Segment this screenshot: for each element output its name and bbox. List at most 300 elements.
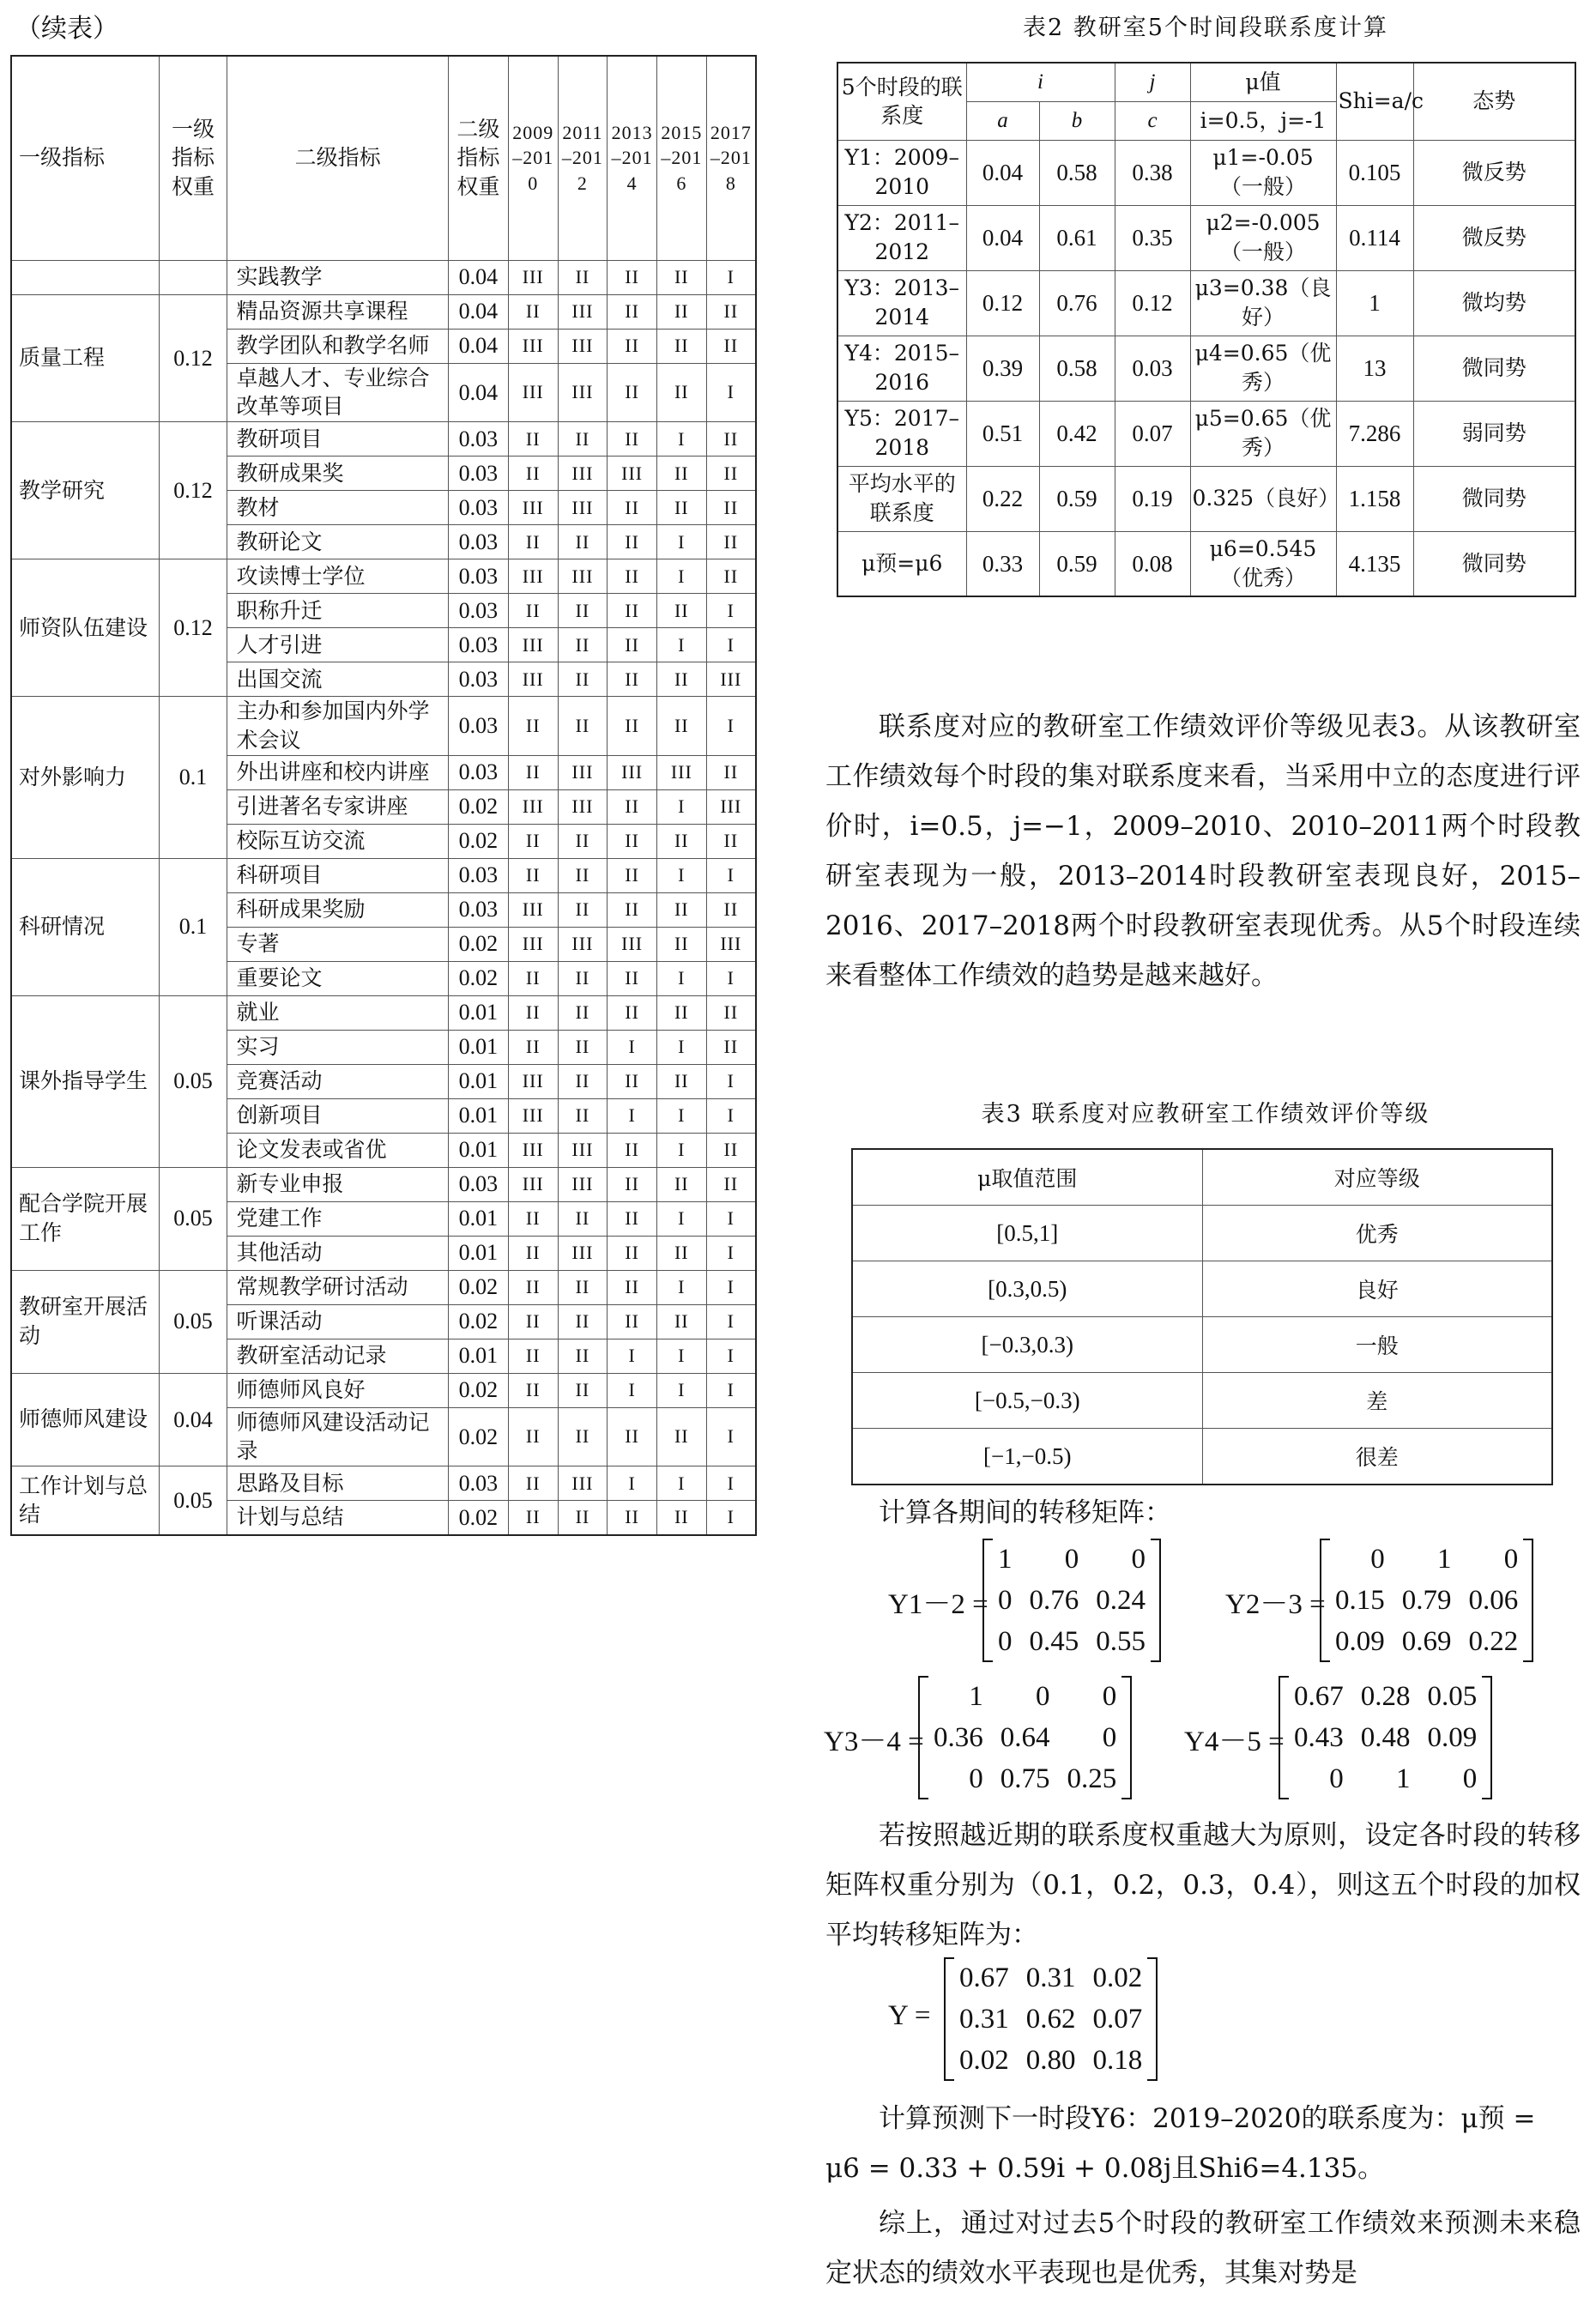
level2-indicator: 就业 <box>227 995 449 1030</box>
grade-cell: III <box>608 927 657 961</box>
level2-indicator: 竞赛活动 <box>227 1064 449 1098</box>
grade-cell: II <box>508 1339 558 1373</box>
grade-cell: II <box>608 1201 657 1236</box>
grade-cell: III <box>508 559 558 594</box>
level2-indicator: 精品资源共享课程 <box>227 294 449 329</box>
grade-cell: II <box>656 1064 706 1098</box>
level2-indicator: 职称升迁 <box>227 594 449 628</box>
grade-cell: I <box>706 858 756 892</box>
grade-cell: II <box>508 422 558 457</box>
grade-cell: III <box>558 927 608 961</box>
grade-cell: II <box>608 1304 657 1339</box>
grade-cell: II <box>558 1339 608 1373</box>
b-cell: 0.58 <box>1039 336 1115 401</box>
grade-cell: II <box>508 1501 558 1535</box>
grade-cell: II <box>558 1064 608 1098</box>
level1-indicator: 对外影响力 <box>11 697 159 859</box>
table-row <box>11 1270 756 1304</box>
grade-cell: II <box>656 594 706 628</box>
t3-header-level: 对应等级 <box>1202 1149 1552 1206</box>
trend-cell: 微均势 <box>1413 270 1575 336</box>
matrix-cell: 0 <box>1036 1681 1050 1712</box>
grade-cell: III <box>706 927 756 961</box>
matrix-cell: 0.67 <box>959 1962 1009 1993</box>
period-cell: Y2：2011–2012 <box>837 205 966 270</box>
grade-cell: III <box>558 1167 608 1201</box>
level2-weight: 0.01 <box>448 1098 508 1133</box>
grade-cell: II <box>558 260 608 294</box>
grade-cell: II <box>558 1030 608 1064</box>
grade-cell: II <box>508 995 558 1030</box>
matrix-cell: 0.22 <box>1468 1626 1519 1657</box>
grade-cell: II <box>608 1501 657 1535</box>
matrix-y34-label: Y3－4 = <box>824 1726 924 1757</box>
table-row <box>837 466 1575 531</box>
table-row <box>11 260 756 294</box>
grade-cell: I <box>706 1501 756 1535</box>
matrix-cell: 0.67 <box>1294 1681 1344 1712</box>
grade-cell: I <box>656 1201 706 1236</box>
grade-cell: I <box>656 1030 706 1064</box>
grade-cell: II <box>656 457 706 491</box>
level2-indicator: 教研项目 <box>227 422 449 457</box>
t2-header-mu: μ值 <box>1190 63 1336 101</box>
table-row <box>837 401 1575 466</box>
grade-cell: II <box>558 1270 608 1304</box>
range-cell: [0.5,1] <box>852 1206 1202 1261</box>
b-cell: 0.42 <box>1039 401 1115 466</box>
matrix-cell: 0 <box>1503 1544 1519 1575</box>
grade-cell: II <box>706 525 756 559</box>
paragraph-4b: μ6 = 0.33 + 0.59i + 0.08j且Shi6=4.135。 <box>825 2153 1385 2184</box>
grade-cell: II <box>656 294 706 329</box>
table-row <box>837 531 1575 596</box>
grade-cell: III <box>558 755 608 789</box>
c-cell: 0.08 <box>1115 531 1190 596</box>
grade-cell: II <box>656 995 706 1030</box>
grade-cell: II <box>508 1373 558 1407</box>
grade-cell: I <box>656 858 706 892</box>
c-cell: 0.35 <box>1115 205 1190 270</box>
level2-weight: 0.02 <box>448 824 508 858</box>
level1-weight: 0.05 <box>159 995 227 1167</box>
level2-weight: 0.02 <box>448 927 508 961</box>
grade-cell: II <box>608 1064 657 1098</box>
matrix-y34 <box>918 1676 1132 1799</box>
grade-cell: II <box>508 755 558 789</box>
matrix-cell: 0.05 <box>1427 1681 1478 1712</box>
grade-cell: I <box>656 525 706 559</box>
level2-indicator: 其他活动 <box>227 1236 449 1270</box>
grade-cell: II <box>656 363 706 422</box>
level2-indicator: 常规教学研讨活动 <box>227 1270 449 1304</box>
matrix-cell: 0.18 <box>1092 2045 1143 2076</box>
grade-cell: III <box>558 789 608 824</box>
grade-cell: I <box>608 1373 657 1407</box>
table-row <box>852 1261 1552 1317</box>
matrix-cell: 0.64 <box>1000 1722 1050 1753</box>
b-cell: 0.59 <box>1039 466 1115 531</box>
t2-header-a: a <box>966 101 1039 140</box>
grade-cell: II <box>608 892 657 927</box>
matrix-cell: 0 <box>998 1626 1013 1657</box>
grade-cell: II <box>706 329 756 363</box>
level1-indicator: 课外指导学生 <box>11 995 159 1167</box>
grade-cell: III <box>558 1236 608 1270</box>
level2-weight: 0.03 <box>448 755 508 789</box>
grade-cell: II <box>706 995 756 1030</box>
grade-cell: III <box>508 1133 558 1167</box>
grade-cell: II <box>608 824 657 858</box>
grade-cell: II <box>608 1236 657 1270</box>
paragraph-4a: 计算预测下一时段Y6：2019–2020的联系度为：μ预 = <box>879 2103 1536 2134</box>
grade-cell: I <box>706 628 756 662</box>
grade-cell: II <box>558 892 608 927</box>
matrix-cell: 0.02 <box>1092 1962 1143 1993</box>
level2-weight: 0.03 <box>448 1167 508 1201</box>
level2-indicator: 重要论文 <box>227 961 449 995</box>
period-cell: μ预=μ6 <box>837 531 966 596</box>
grade-cell: II <box>706 1167 756 1201</box>
header-period: 2017–2018 <box>706 56 756 260</box>
level1-weight: 0.12 <box>159 559 227 697</box>
grade-cell: I <box>608 1030 657 1064</box>
t3-header-range: μ取值范围 <box>852 1149 1202 1206</box>
level1-weight: 0.04 <box>159 1373 227 1466</box>
header-level2: 二级指标 <box>227 56 449 260</box>
grade-cell: II <box>558 697 608 756</box>
grade-cell: III <box>508 329 558 363</box>
table-row <box>852 1206 1552 1261</box>
c-cell: 0.07 <box>1115 401 1190 466</box>
grade-cell: II <box>508 594 558 628</box>
range-cell: [0.3,0.5) <box>852 1261 1202 1317</box>
level2-weight: 0.01 <box>448 1030 508 1064</box>
matrix-cell: 0.07 <box>1092 2004 1143 2035</box>
grade-cell: III <box>656 755 706 789</box>
level2-weight: 0.03 <box>448 491 508 525</box>
grade-cell: I <box>706 1098 756 1133</box>
matrix-cell: 0 <box>1329 1763 1344 1794</box>
level1-weight: 0.12 <box>159 422 227 559</box>
range-cell: [−1,−0.5) <box>852 1429 1202 1485</box>
grade-cell: II <box>558 961 608 995</box>
c-cell: 0.03 <box>1115 336 1190 401</box>
t2-header-i: i <box>966 63 1115 101</box>
grade-cell: II <box>656 1304 706 1339</box>
t2-header-j: j <box>1115 63 1190 101</box>
matrix-cell: 0.06 <box>1468 1585 1519 1616</box>
trend-cell: 微同势 <box>1413 336 1575 401</box>
grade-cell: I <box>706 1339 756 1373</box>
shi-cell: 13 <box>1336 336 1413 401</box>
grade-cell: I <box>706 1270 756 1304</box>
level2-weight: 0.03 <box>448 594 508 628</box>
grade-cell: III <box>706 789 756 824</box>
level1-indicator: 配合学院开展工作 <box>11 1167 159 1270</box>
level2-weight: 0.04 <box>448 329 508 363</box>
level2-weight: 0.01 <box>448 1064 508 1098</box>
table-row <box>11 995 756 1030</box>
matrix-cell: 0.76 <box>1029 1585 1079 1616</box>
matrix-cell: 0 <box>1064 1544 1079 1575</box>
grade-cell: II <box>608 294 657 329</box>
level-cell: 一般 <box>1202 1317 1552 1373</box>
mu-cell: μ6=0.545（优秀） <box>1190 531 1336 596</box>
grade-cell: I <box>656 422 706 457</box>
table-row <box>837 336 1575 401</box>
grade-cell: II <box>608 422 657 457</box>
table-row <box>837 270 1575 336</box>
level2-indicator: 教材 <box>227 491 449 525</box>
grade-cell: II <box>558 628 608 662</box>
shi-cell: 1.158 <box>1336 466 1413 531</box>
a-cell: 0.04 <box>966 205 1039 270</box>
grade-cell: I <box>706 363 756 422</box>
matrix-cell: 0.09 <box>1335 1626 1385 1657</box>
matrix-y23 <box>1320 1539 1533 1662</box>
grade-cell: I <box>608 1339 657 1373</box>
grade-cell: II <box>608 789 657 824</box>
matrix-cell: 0.45 <box>1029 1626 1079 1657</box>
matrix-cell: 0.69 <box>1401 1626 1452 1657</box>
table-row <box>837 140 1575 205</box>
level2-indicator: 教研成果奖 <box>227 457 449 491</box>
grade-cell: III <box>508 1098 558 1133</box>
grade-cell: II <box>508 961 558 995</box>
a-cell: 0.39 <box>966 336 1039 401</box>
grade-cell: II <box>608 1270 657 1304</box>
level2-weight: 0.01 <box>448 1339 508 1373</box>
level2-weight: 0.03 <box>448 697 508 756</box>
grade-cell: II <box>706 824 756 858</box>
grade-cell: III <box>558 1133 608 1167</box>
grade-cell: II <box>508 1201 558 1236</box>
grade-cell: II <box>656 329 706 363</box>
matrix-cell: 0.28 <box>1360 1681 1411 1712</box>
grade-cell: II <box>558 1201 608 1236</box>
level1-weight: 0.1 <box>159 858 227 995</box>
grade-cell: II <box>656 892 706 927</box>
mu-cell: μ4=0.65（优秀） <box>1190 336 1336 401</box>
mu-cell: μ3=0.38（良好） <box>1190 270 1336 336</box>
grade-cell: II <box>558 858 608 892</box>
grade-cell: II <box>558 1373 608 1407</box>
grade-cell: II <box>508 1304 558 1339</box>
level2-indicator: 教学团队和教学名师 <box>227 329 449 363</box>
grade-cell: II <box>706 294 756 329</box>
level2-indicator: 科研项目 <box>227 858 449 892</box>
t2-header-c: c <box>1115 101 1190 140</box>
c-cell: 0.38 <box>1115 140 1190 205</box>
grade-cell: II <box>608 995 657 1030</box>
grade-cell: II <box>508 1236 558 1270</box>
grade-cell: II <box>608 628 657 662</box>
grade-cell: I <box>706 961 756 995</box>
matrix-cell: 0 <box>969 1763 983 1794</box>
level2-weight: 0.03 <box>448 457 508 491</box>
matrix-cell: 1 <box>1437 1544 1452 1575</box>
level2-weight: 0.03 <box>448 1466 508 1501</box>
matrix-cell: 0 <box>1102 1722 1117 1753</box>
level2-weight: 0.01 <box>448 1133 508 1167</box>
level1-weight: 0.05 <box>159 1466 227 1535</box>
table-row <box>852 1373 1552 1429</box>
header-level2-weight: 二级指标权重 <box>448 56 508 260</box>
level-cell: 优秀 <box>1202 1206 1552 1261</box>
level2-indicator: 思路及目标 <box>227 1466 449 1501</box>
matrix-cell: 0.48 <box>1360 1722 1411 1753</box>
grade-cell: III <box>508 789 558 824</box>
grade-cell: II <box>656 927 706 961</box>
matrix-cell: 0.09 <box>1427 1722 1478 1753</box>
grade-cell: II <box>608 525 657 559</box>
header-period: 2013–2014 <box>608 56 657 260</box>
grade-cell: II <box>608 559 657 594</box>
c-cell: 0.12 <box>1115 270 1190 336</box>
grade-cell: II <box>656 697 706 756</box>
level2-indicator: 论文发表或省优 <box>227 1133 449 1167</box>
level1-indicator: 教学研究 <box>11 422 159 559</box>
level2-weight: 0.01 <box>448 1236 508 1270</box>
grade-cell: II <box>558 824 608 858</box>
period-cell: Y1：2009–2010 <box>837 140 966 205</box>
t2-header-shi: Shi=a/c <box>1336 63 1413 140</box>
grade-cell: II <box>608 594 657 628</box>
grade-cell: I <box>706 1201 756 1236</box>
grade-cell: II <box>706 755 756 789</box>
grade-cell: II <box>558 594 608 628</box>
grade-cell: III <box>508 1064 558 1098</box>
grade-cell: I <box>608 1466 657 1501</box>
level2-weight: 0.02 <box>448 961 508 995</box>
grade-cell: III <box>508 363 558 422</box>
b-cell: 0.76 <box>1039 270 1115 336</box>
mu-cell: 0.325（良好） <box>1190 466 1336 531</box>
level2-indicator: 实践教学 <box>227 260 449 294</box>
table2 <box>837 62 1576 597</box>
level2-indicator: 引进著名专家讲座 <box>227 789 449 824</box>
grade-cell: II <box>706 1030 756 1064</box>
level1-weight: 0.12 <box>159 294 227 422</box>
grade-cell: I <box>656 961 706 995</box>
trend-cell: 微反势 <box>1413 140 1575 205</box>
matrix-cell: 0 <box>1370 1544 1385 1575</box>
level2-weight: 0.02 <box>448 1270 508 1304</box>
level-cell: 差 <box>1202 1373 1552 1429</box>
level2-indicator: 人才引进 <box>227 628 449 662</box>
matrix-cell: 0.25 <box>1067 1763 1117 1794</box>
grade-cell: II <box>508 1030 558 1064</box>
grade-cell: II <box>608 961 657 995</box>
shi-cell: 0.114 <box>1336 205 1413 270</box>
level2-weight: 0.03 <box>448 628 508 662</box>
trend-cell: 弱同势 <box>1413 401 1575 466</box>
matrix-cell: 0 <box>1102 1681 1117 1712</box>
period-cell: 平均水平的联系度 <box>837 466 966 531</box>
grade-cell: II <box>508 858 558 892</box>
matrix-cell: 0 <box>1462 1763 1478 1794</box>
header-period: 2009–2010 <box>508 56 558 260</box>
matrix-cell: 0.62 <box>1025 2004 1076 2035</box>
level2-weight: 0.03 <box>448 892 508 927</box>
grade-cell: II <box>656 260 706 294</box>
level2-indicator: 师德师风良好 <box>227 1373 449 1407</box>
grade-cell: I <box>706 260 756 294</box>
paragraph-3: 若按照越近期的联系度权重越大为原则，设定各时段的转移矩阵权重分别为（0.1，0.2，0.3，0.4），则这五个时段的加权平均转移矩阵为： <box>825 1820 1581 1950</box>
b-cell: 0.58 <box>1039 140 1115 205</box>
grade-cell: III <box>558 363 608 422</box>
level-cell: 很差 <box>1202 1429 1552 1485</box>
grade-cell: II <box>706 892 756 927</box>
grade-cell: I <box>706 1466 756 1501</box>
shi-cell: 0.105 <box>1336 140 1413 205</box>
table-row <box>11 422 756 457</box>
grade-cell: II <box>508 1270 558 1304</box>
a-cell: 0.51 <box>966 401 1039 466</box>
level2-indicator: 攻读博士学位 <box>227 559 449 594</box>
level2-indicator: 创新项目 <box>227 1098 449 1133</box>
matrix-cell: 0.55 <box>1096 1626 1146 1657</box>
table3 <box>851 1148 1553 1485</box>
level2-weight: 0.03 <box>448 422 508 457</box>
level2-indicator: 实习 <box>227 1030 449 1064</box>
grade-cell: II <box>508 294 558 329</box>
grade-cell: II <box>706 1133 756 1167</box>
grade-cell: III <box>558 559 608 594</box>
header-level1: 一级指标 <box>11 56 159 260</box>
grade-cell: II <box>508 697 558 756</box>
matrix-cell: 1 <box>1396 1763 1411 1794</box>
matrix-ybar-label: Y = <box>888 2000 931 2031</box>
level2-indicator: 出国交流 <box>227 662 449 697</box>
grade-cell: II <box>508 457 558 491</box>
matrix-ybar <box>944 1957 1158 2081</box>
grade-cell: II <box>558 525 608 559</box>
matrix-cell: 0.75 <box>1000 1763 1050 1794</box>
level2-indicator: 卓越人才、专业综合改革等项目 <box>227 363 449 422</box>
grade-cell: I <box>706 1236 756 1270</box>
grade-cell: II <box>558 1501 608 1535</box>
matrix-cell: 0.31 <box>1025 1962 1076 1993</box>
grade-cell: II <box>508 1466 558 1501</box>
level2-weight: 0.04 <box>448 294 508 329</box>
grade-cell: III <box>508 491 558 525</box>
level2-indicator: 专著 <box>227 927 449 961</box>
grade-cell: I <box>656 1098 706 1133</box>
table-row <box>852 1317 1552 1373</box>
grade-cell: II <box>706 422 756 457</box>
table-row <box>11 1373 756 1407</box>
trend-cell: 微同势 <box>1413 466 1575 531</box>
range-cell: [−0.3,0.3) <box>852 1317 1202 1373</box>
level1-indicator <box>11 260 159 294</box>
shi-cell: 7.286 <box>1336 401 1413 466</box>
level2-indicator: 计划与总结 <box>227 1501 449 1535</box>
level1-weight <box>159 260 227 294</box>
a-cell: 0.04 <box>966 140 1039 205</box>
trend-cell: 微反势 <box>1413 205 1575 270</box>
grade-cell: II <box>508 824 558 858</box>
matrix-y12-label: Y1－2 = <box>888 1589 988 1620</box>
grade-cell: III <box>558 491 608 525</box>
matrix-cell: 0 <box>1131 1544 1146 1575</box>
grade-cell: I <box>656 1270 706 1304</box>
grade-cell: III <box>508 662 558 697</box>
b-cell: 0.59 <box>1039 531 1115 596</box>
paragraph-1: 联系度对应的教研室工作绩效评价等级见表3。从该教研室工作绩效每个时段的集对联系度来看，当采用中立的态度进行评价时，i=0.5，j=−1，2009–2010、2010–2011两个时段教研室表现为一般，2013–2014时段教研室表现良好，2015–2016、2017–2018两个时段教研室表现优秀。从5个时段连续来看整体工作绩效的趋势是越来越好。 <box>825 711 1581 991</box>
grade-cell: II <box>558 1098 608 1133</box>
